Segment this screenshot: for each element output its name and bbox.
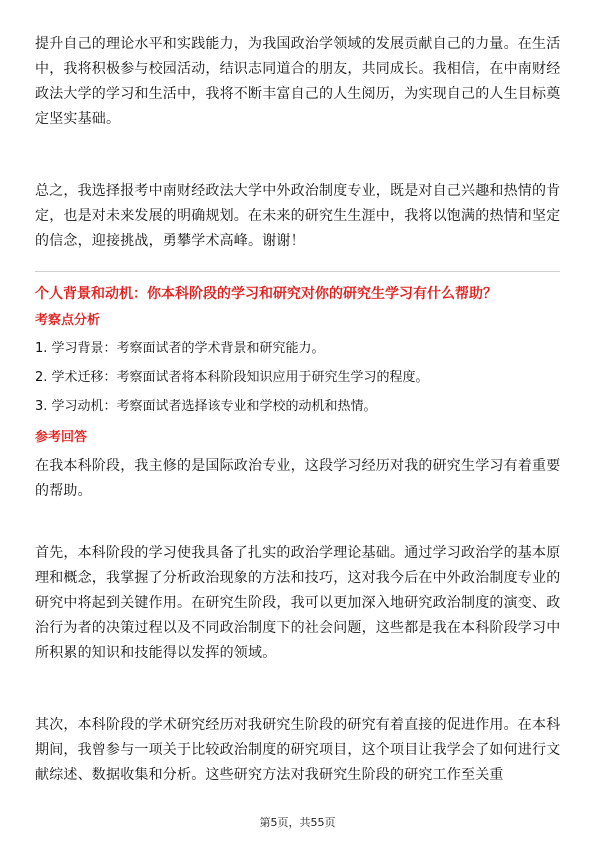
answer-paragraph: 首先，本科阶段的学习使我具备了扎实的政治学理论基础。通过学习政治学的基本原理和概念，我掌握了分析政治现象的方法和技巧，这对我今后在中外政治制度专业的研究中将起到关键作用。在研究生阶段，我可以更加深入地研究政治制度的演变、政治行为者的决策过程以及不同政治制度下的社会问题，这些都是我在本科阶段学习中所积累的知识和技能得以发挥的领域。 [35, 545, 561, 661]
answer-title: 参考回答 [35, 430, 88, 445]
analysis-point: 1. 学习背景：考察面试者的学术背景和研究能力。 [35, 341, 325, 356]
section-divider [35, 271, 560, 272]
analysis-point: 2. 学术迁移：考察面试者将本科阶段知识应用于研究生学习的程度。 [35, 370, 429, 385]
analysis-point: 3. 学习动机：考察面试者选择该专业和学校的动机和热情。 [35, 399, 377, 414]
analysis-title: 考察点分析 [35, 313, 101, 328]
question-heading: 个人背景和动机：你本科阶段的学习和研究对你的研究生学习有什么帮助？ [35, 286, 497, 302]
answer-paragraph: 其次，本科阶段的学术研究经历对我研究生阶段的研究有着直接的促进作用。在本科期间，我曾参与一项关于比较政治制度的研究项目，这个项目让我学会了如何进行文献综述、数据收集和分析。这些研究方法对我研究生阶段的研究工作至关重 [35, 717, 561, 783]
answer-paragraph: 在我本科阶段，我主修的是国际政治专业，这段学习经历对我的研究生学习有着重要的帮助。 [35, 458, 561, 499]
page-footer: 第5页，共55页 [259, 816, 336, 829]
body-paragraph: 总之，我选择报考中南财经政法大学中外政治制度专业，既是对自己兴趣和热情的肯定，也是对未来发展的明确规划。在未来的研究生生涯中，我将以饱满的热情和坚定的信念，迎接挑战，勇攀学术高峰。谢谢！ [35, 183, 561, 249]
body-paragraph: 提升自己的理论水平和实践能力，为我国政治学领域的发展贡献自己的力量。在生活中，我将积极参与校园活动，结识志同道合的朋友，共同成长。我相信，在中南财经政法大学的学习和生活中，我将不断丰富自己的人生阅历，为实现自己的人生目标奠定坚实基础。 [35, 36, 561, 127]
